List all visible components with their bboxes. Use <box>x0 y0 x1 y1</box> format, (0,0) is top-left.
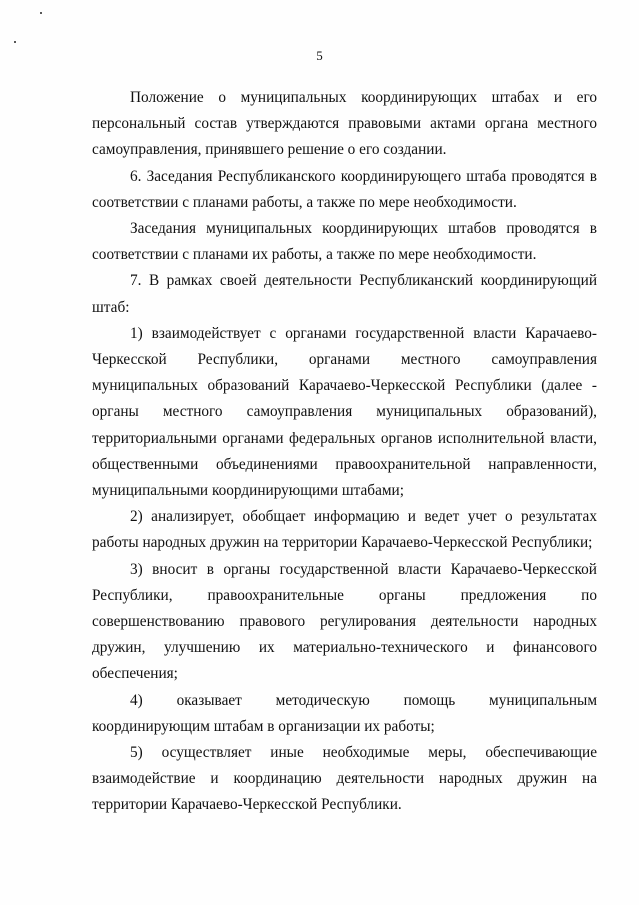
paragraph: 1) взаимодействует с органами государственной власти Карачаево-Черкесской Республики, органами местного самоуправления муниципальных образований Карачаево-Черкесской Республики (далее - органы местного самоуправления муниципальных образований), территориальными органами федеральных органов исполнительной власти, общественными объединениями правоохранительной направленности, муниципальными координирующими штабами; <box>92 324 597 500</box>
scan-speck <box>14 41 16 43</box>
page-number: 5 <box>316 48 323 63</box>
paragraph: Заседания муниципальных координирующих штабов проводятся в соответствии с планами их работы, а также по мере необходимости. <box>92 220 597 264</box>
paragraph: Положение о муниципальных координирующих штабах и его персональный состав утверждаются правовыми актами органа местного самоуправления, принявшего решение о его создании. <box>92 89 597 159</box>
paragraph: 5) осуществляет иные необходимые меры, обеспечивающие взаимодействие и координацию деятельности народных дружин на территории Карачаево-Черкесской Республики. <box>92 744 597 814</box>
paragraph: 4) оказывает методическую помощь муниципальным координирующим штабам в организации их работы; <box>92 691 597 735</box>
paragraph: 7. В рамках своей деятельности Республиканский координирующий штаб: <box>92 272 597 316</box>
paragraph: 3) вносит в органы государственной власти Карачаево-Черкесской Республики, правоохранительные органы предложения по совершенствованию правового регулирования деятельности народных дружин, улучшению их материально-технического и финансового обеспечения; <box>92 560 597 683</box>
scan-speck <box>40 12 42 14</box>
document-body <box>92 85 597 819</box>
paragraph: 2) анализирует, обобщает информацию и ведет учет о результатах работы народных дружин на территории Карачаево-Черкесской Республики; <box>92 508 597 552</box>
paragraph: 6. Заседания Республиканского координирующего штаба проводятся в соответствии с планами работы, а также по мере необходимости. <box>92 167 597 211</box>
